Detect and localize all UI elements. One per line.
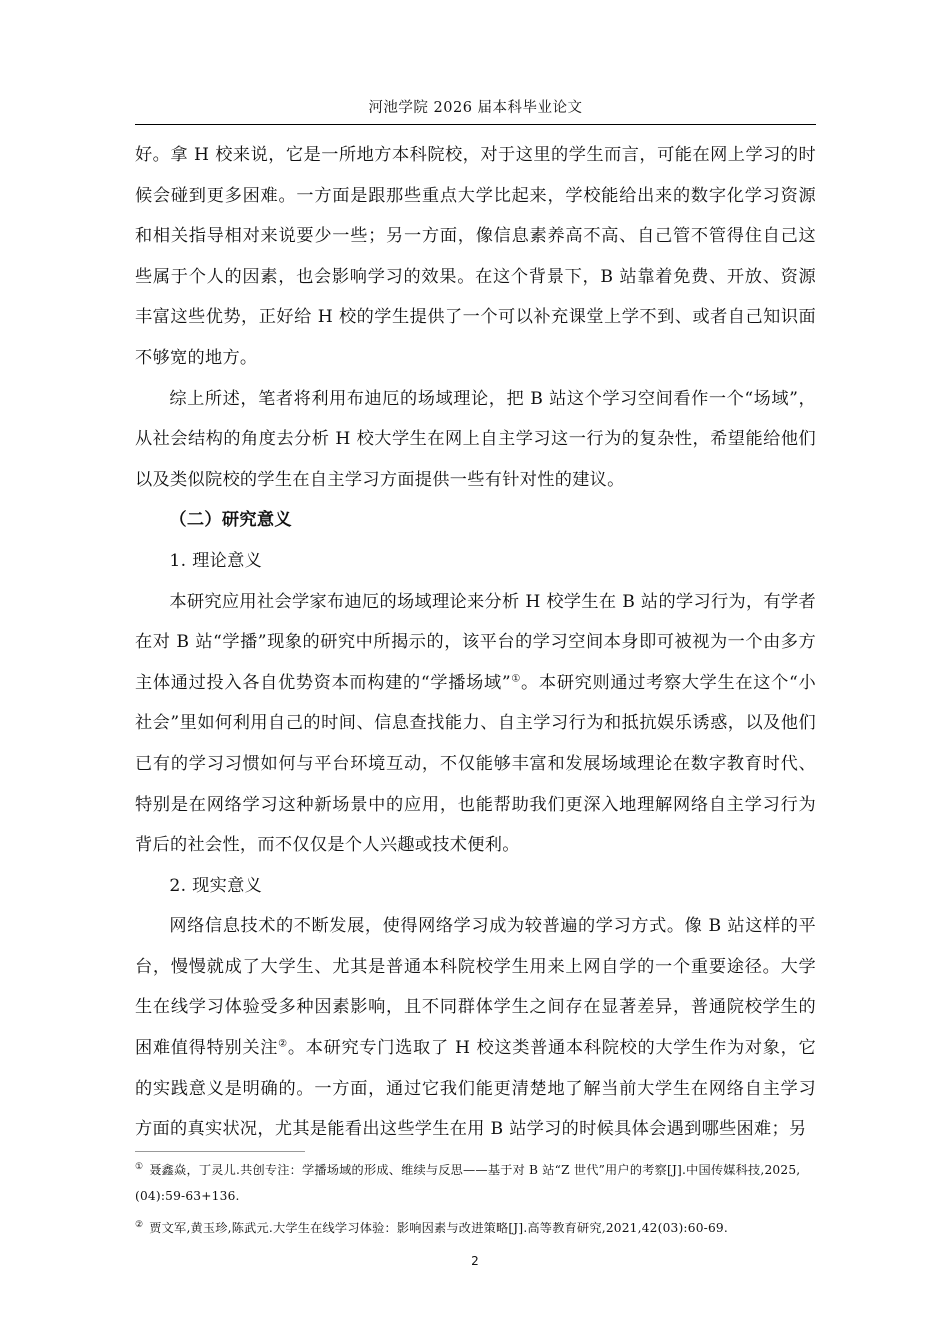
- header-rule: [135, 124, 816, 125]
- paragraph: [135, 582, 816, 866]
- footnote-mark: ②: [135, 1219, 144, 1230]
- running-header: 河池学院 2026 届本科毕业论文: [368, 100, 583, 116]
- footnote-reference[interactable]: ②: [278, 1038, 288, 1050]
- footnote-text: 聂鑫焱，丁灵儿.共创专注：学播场域的形成、维续与反思——基于对 B 站“Z 世代”用户的考察[J].中国传媒科技,2025,(04):59-63+136.: [135, 1163, 801, 1203]
- paragraph: 综上所述，笔者将利用布迪厄的场域理论，把 B 站这个学习空间看作一个“场域”，从社会结构的角度去分析 H 校大学生在网上自主学习这一行为的复杂性，希望能给他们以及类似院校的学生在自主学习方面提供一些有针对性的建议。: [135, 388, 816, 490]
- footnote-rule: [135, 1151, 305, 1152]
- footnote: [135, 1215, 816, 1241]
- footnote-reference[interactable]: ①: [510, 672, 521, 684]
- footnotes: [135, 1157, 816, 1241]
- footnote-mark: ①: [135, 1161, 144, 1172]
- footnote-text: 贾文军,黄玉珍,陈武元.大学生在线学习体验：影响因素与改进策略[J].高等教育研究,2021,42(03):60-69.: [149, 1221, 728, 1235]
- body-text: [135, 135, 816, 1150]
- footnote: [135, 1157, 816, 1209]
- paragraph-text: 。本研究则通过考察大学生在这个“小社会”里如何利用自己的时间、信息查找能力、自主学习行为和抵抗娱乐诱惑，以及他们已有的学习习惯如何与平台环境互动，不仅能够丰富和发展场域理论在数字教育时代、特别是在网络学习这种新场景中的应用，也能帮助我们更深入地理解网络自主学习行为背后的社会性，而不仅仅是个人兴趣或技术便利。: [135, 672, 816, 856]
- subsection-heading: 1. 理论意义: [169, 550, 263, 571]
- paragraph-text: 网络信息技术的不断发展，使得网络学习成为较普遍的学习方式。像 B 站这样的平台，慢慢就成了大学生、尤其是普通本科院校学生用来上网自学的一个重要途径。大学生在线学习体验受多种因素影响，且不同群体学生之间存在显著差异，普通院校学生的困难值得特别关注: [135, 916, 816, 1059]
- paragraph-text: 本研究应用社会学家布迪厄的场域理论来分析 H 校学生在 B 站的学习行为，有学者在对 B 站“学播”现象的研究中所揭示的，该平台的学习空间本身即可被视为一个由多方主体通过投入各自优势资本而构建的“学播场域”: [135, 591, 816, 693]
- paragraph: 好。拿 H 校来说，它是一所地方本科院校，对于这里的学生而言，可能在网上学习的时候会碰到更多困难。一方面是跟那些重点大学比起来，学校能给出来的数字化学习资源和相关指导相对来说要少一些；另一方面，像信息素养高不高、自己管不管得住自己这些属于个人的因素，也会影响学习的效果。在这个背景下，B 站靠着免费、开放、资源丰富这些优势，正好给 H 校的学生提供了一个可以补充课堂上学不到、或者自己知识面不够宽的地方。: [135, 145, 816, 368]
- subsection-heading: 2. 现实意义: [169, 875, 263, 896]
- paragraph-text: 。本研究专门选取了 H 校这类普通本科院校的大学生作为对象，它的实践意义是明确的。一方面，通过它我们能更清楚地了解当前大学生在网络自主学习方面的真实状况，尤其是能看出这些学生在用 B 站学习的时候具体会遇到哪些困难；另: [135, 1038, 817, 1140]
- paragraph: [135, 906, 816, 1150]
- section-heading: （二）研究意义: [169, 510, 292, 531]
- page-number: 2: [471, 1254, 479, 1268]
